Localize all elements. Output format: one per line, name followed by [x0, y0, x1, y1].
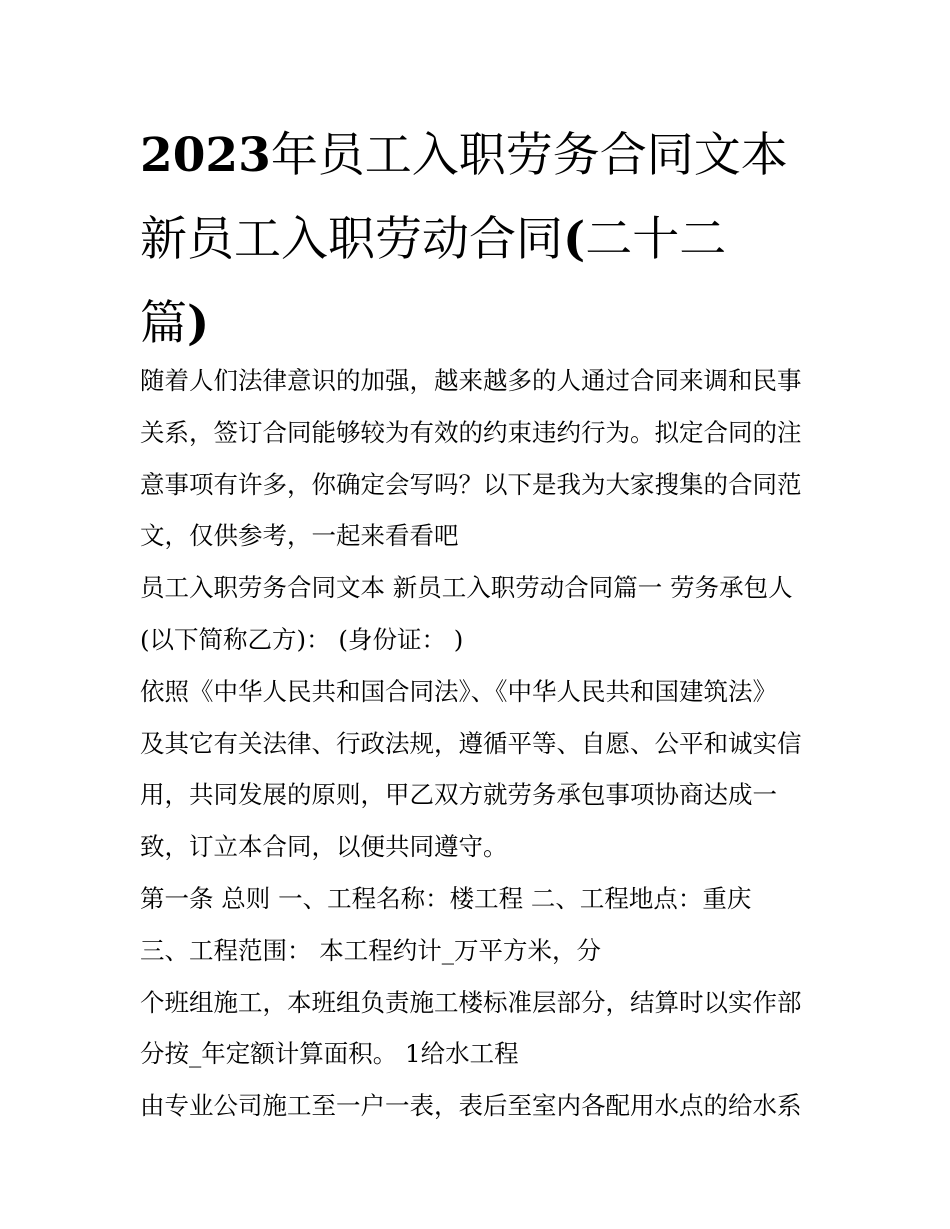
body-line: 员工入职劳务合同文本 新员工入职劳动合同篇一 劳务承包人 — [140, 573, 793, 603]
title-line-1-text: 年员工入职劳务合同文本 — [270, 128, 788, 183]
title-year: 2023 — [140, 128, 271, 183]
body-line: 关系，签订合同能够较为有效的约束违约行为。拟定合同的注 — [140, 417, 802, 447]
body-line: 分按_年定额计算面积。 1给水工程 — [140, 1039, 519, 1069]
body-line: 个班组施工，本班组负责施工楼标准层部分，结算时以实作部 — [140, 987, 802, 1017]
document-body — [140, 355, 820, 1132]
body-line: 随着人们法律意识的加强，越来越多的人通过合同来调和民事 — [140, 366, 802, 395]
body-line: 致，订立本合同，以便共同遵守。 — [140, 832, 508, 862]
body-line: 意事项有许多，你确定会写吗？以下是我为大家搜集的合同范 — [140, 469, 802, 499]
body-line: 依照《中华人民共和国合同法》、《中华人民共和国建筑法》 — [140, 676, 777, 706]
title-line-3 — [140, 282, 820, 366]
document-title — [140, 114, 820, 366]
body-line: 文，仅供参考，一起来看看吧 — [140, 521, 459, 551]
body-line: 由专业公司施工至一户一表，表后至室内各配用水点的给水系 — [140, 1091, 802, 1121]
title-open-paren: ( — [563, 212, 586, 267]
title-line-2-rest: 二十二 — [585, 212, 727, 267]
title-line-2-text: 新员工入职劳动合同 — [140, 212, 563, 267]
title-close-paren: ) — [187, 296, 210, 351]
body-line: 用，共同发展的原则，甲乙双方就劳务承包事项协商达成一 — [140, 780, 777, 810]
body-line: 及其它有关法律、行政法规，遵循平等、自愿、公平和诚实信 — [140, 728, 802, 758]
body-line: 第一条 总则 一、工程名称：楼工程 二、工程地点：重庆 — [140, 883, 752, 913]
title-line-2 — [140, 198, 820, 282]
title-line-1 — [140, 114, 820, 198]
body-line: 三、工程范围： 本工程约计_万平方米，分 — [140, 935, 602, 965]
body-line: (以下简称乙方)： (身份证： ) — [140, 624, 464, 654]
title-line-3-text: 篇 — [140, 296, 187, 351]
